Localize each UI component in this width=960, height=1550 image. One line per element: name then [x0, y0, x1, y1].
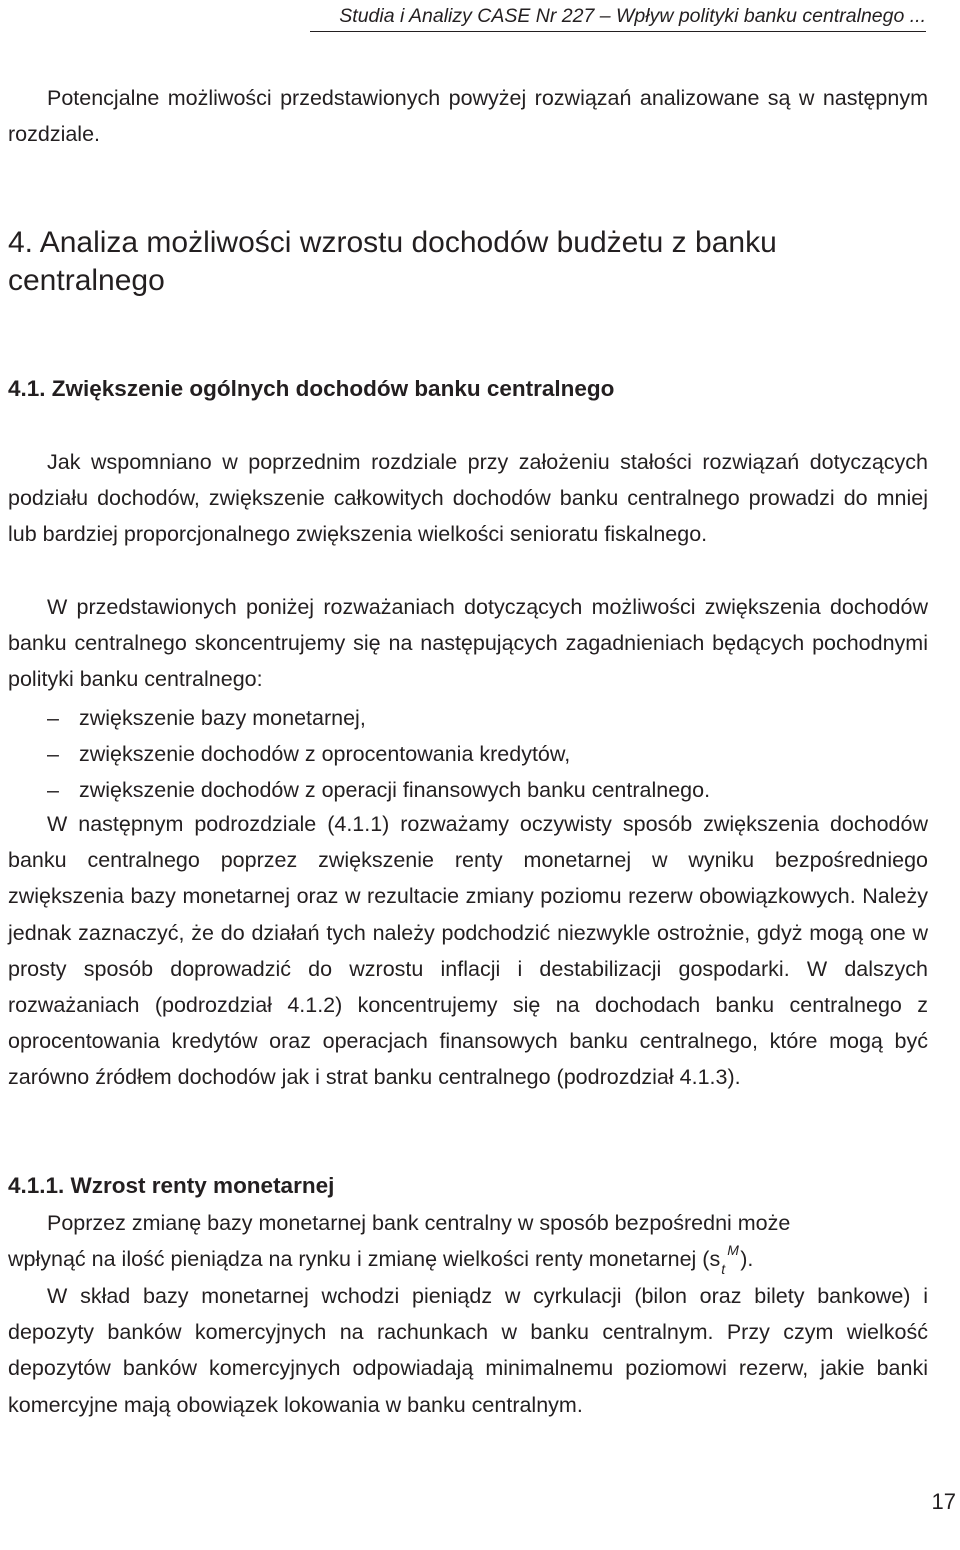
list-item [47, 775, 927, 805]
list-item-text: zwiększenie bazy monetarnej, [79, 706, 366, 730]
subsection-paragraph-2: W przedstawionych poniżej rozważaniach dotyczących możliwości zwiększenia dochodów banku centralnego skoncentrujemy się na następujących zagadnieniach będących pochodnymi polityki banku centralnego: [8, 595, 928, 692]
paragraph-line: Poprzez zmianę bazy monetarnej bank centralny w sposób bezpośredni może [47, 1211, 791, 1235]
section-heading: 4. Analiza możliwości wzrostu dochodów budżetu z banku centralnego [8, 226, 777, 297]
list-item-text: zwiększenie dochodów z operacji finansowych banku centralnego. [79, 778, 711, 802]
list-item [47, 739, 927, 769]
list-item [47, 703, 927, 733]
running-header: Studia i Analizy CASE Nr 227 – Wpływ polityki banku centralnego ... [339, 5, 926, 27]
subscript: t [721, 1261, 726, 1278]
superscript: M [727, 1242, 739, 1259]
list-dash: – [47, 742, 59, 766]
intro-paragraph: Potencjalne możliwości przedstawionych powyżej rozwiązań analizowane są w następnym rozdziale. [8, 86, 928, 147]
subsection-paragraph-3: W następnym podrozdziale (4.1.1) rozważamy oczywisty sposób zwiększenia dochodów banku centralnego poprzez zwiększenie renty monetarnej w wyniku bezpośredniego zwiększenia bazy monetarnej oraz w rezultacie zmiany poziomu rezerw obowiązkowych. Należy jednak zaznaczyć, że do działań tych należy podchodzić niezwykle ostrożnie, gdyż mogą one w prosty sposób doprowadzić do wzrostu inflacji i destabilizacji gospodarki. W dalszych rozważaniach (podrozdział 4.1.2) koncentrujemy się na dochodach banku centralnego z oprocentowania kredytów oraz operacjach finansowych banku centralnego, które mogą być zarówno źródłem dochodów jak i strat banku centralnego (podrozdział 4.1.3). [8, 812, 928, 1090]
paragraph-text: ). [740, 1247, 754, 1272]
subsubsection-paragraph-2: W skład bazy monetarnej wchodzi pieniądz w cyrkulacji (bilon oraz bilety bankowe) i depozyty banków komercyjnych na rachunkach w banku centralnym. Przy czym wielkość depozytów banków komercyjnych odpowiadają minimalnemu poziomowi rezerw, jakie banki komercyjne mają obowiązek lokowania w banku centralnym. [8, 1284, 928, 1417]
list-dash: – [47, 706, 59, 730]
subsection-paragraph-1: Jak wspomniano w poprzednim rozdziale przy założeniu stałości rozwiązań dotyczących podziału dochodów, zwiększenie całkowitych dochodów banku centralnego prowadzi do mniej lub bardziej proporcjonalnego zwiększenia wielkości senioratu fiskalnego. [8, 450, 928, 547]
math-symbol-s [720, 1242, 740, 1278]
paragraph-text: wpłynąć na ilość pieniądza na rynku i zmianę wielkości renty monetarnej (s [8, 1247, 721, 1272]
subsection-heading: 4.1. Zwiększenie ogólnych dochodów banku centralnego [8, 376, 615, 401]
header-rule [310, 31, 926, 32]
subsubsection-heading: 4.1.1. Wzrost renty monetarnej [8, 1173, 335, 1198]
page-number: 17 [931, 1489, 956, 1514]
list-dash: – [47, 778, 59, 802]
list-item-text: zwiększenie dochodów z oprocentowania kredytów, [79, 742, 571, 766]
subsubsection-paragraph-1 [8, 1205, 928, 1277]
paragraph-line [8, 1241, 928, 1277]
